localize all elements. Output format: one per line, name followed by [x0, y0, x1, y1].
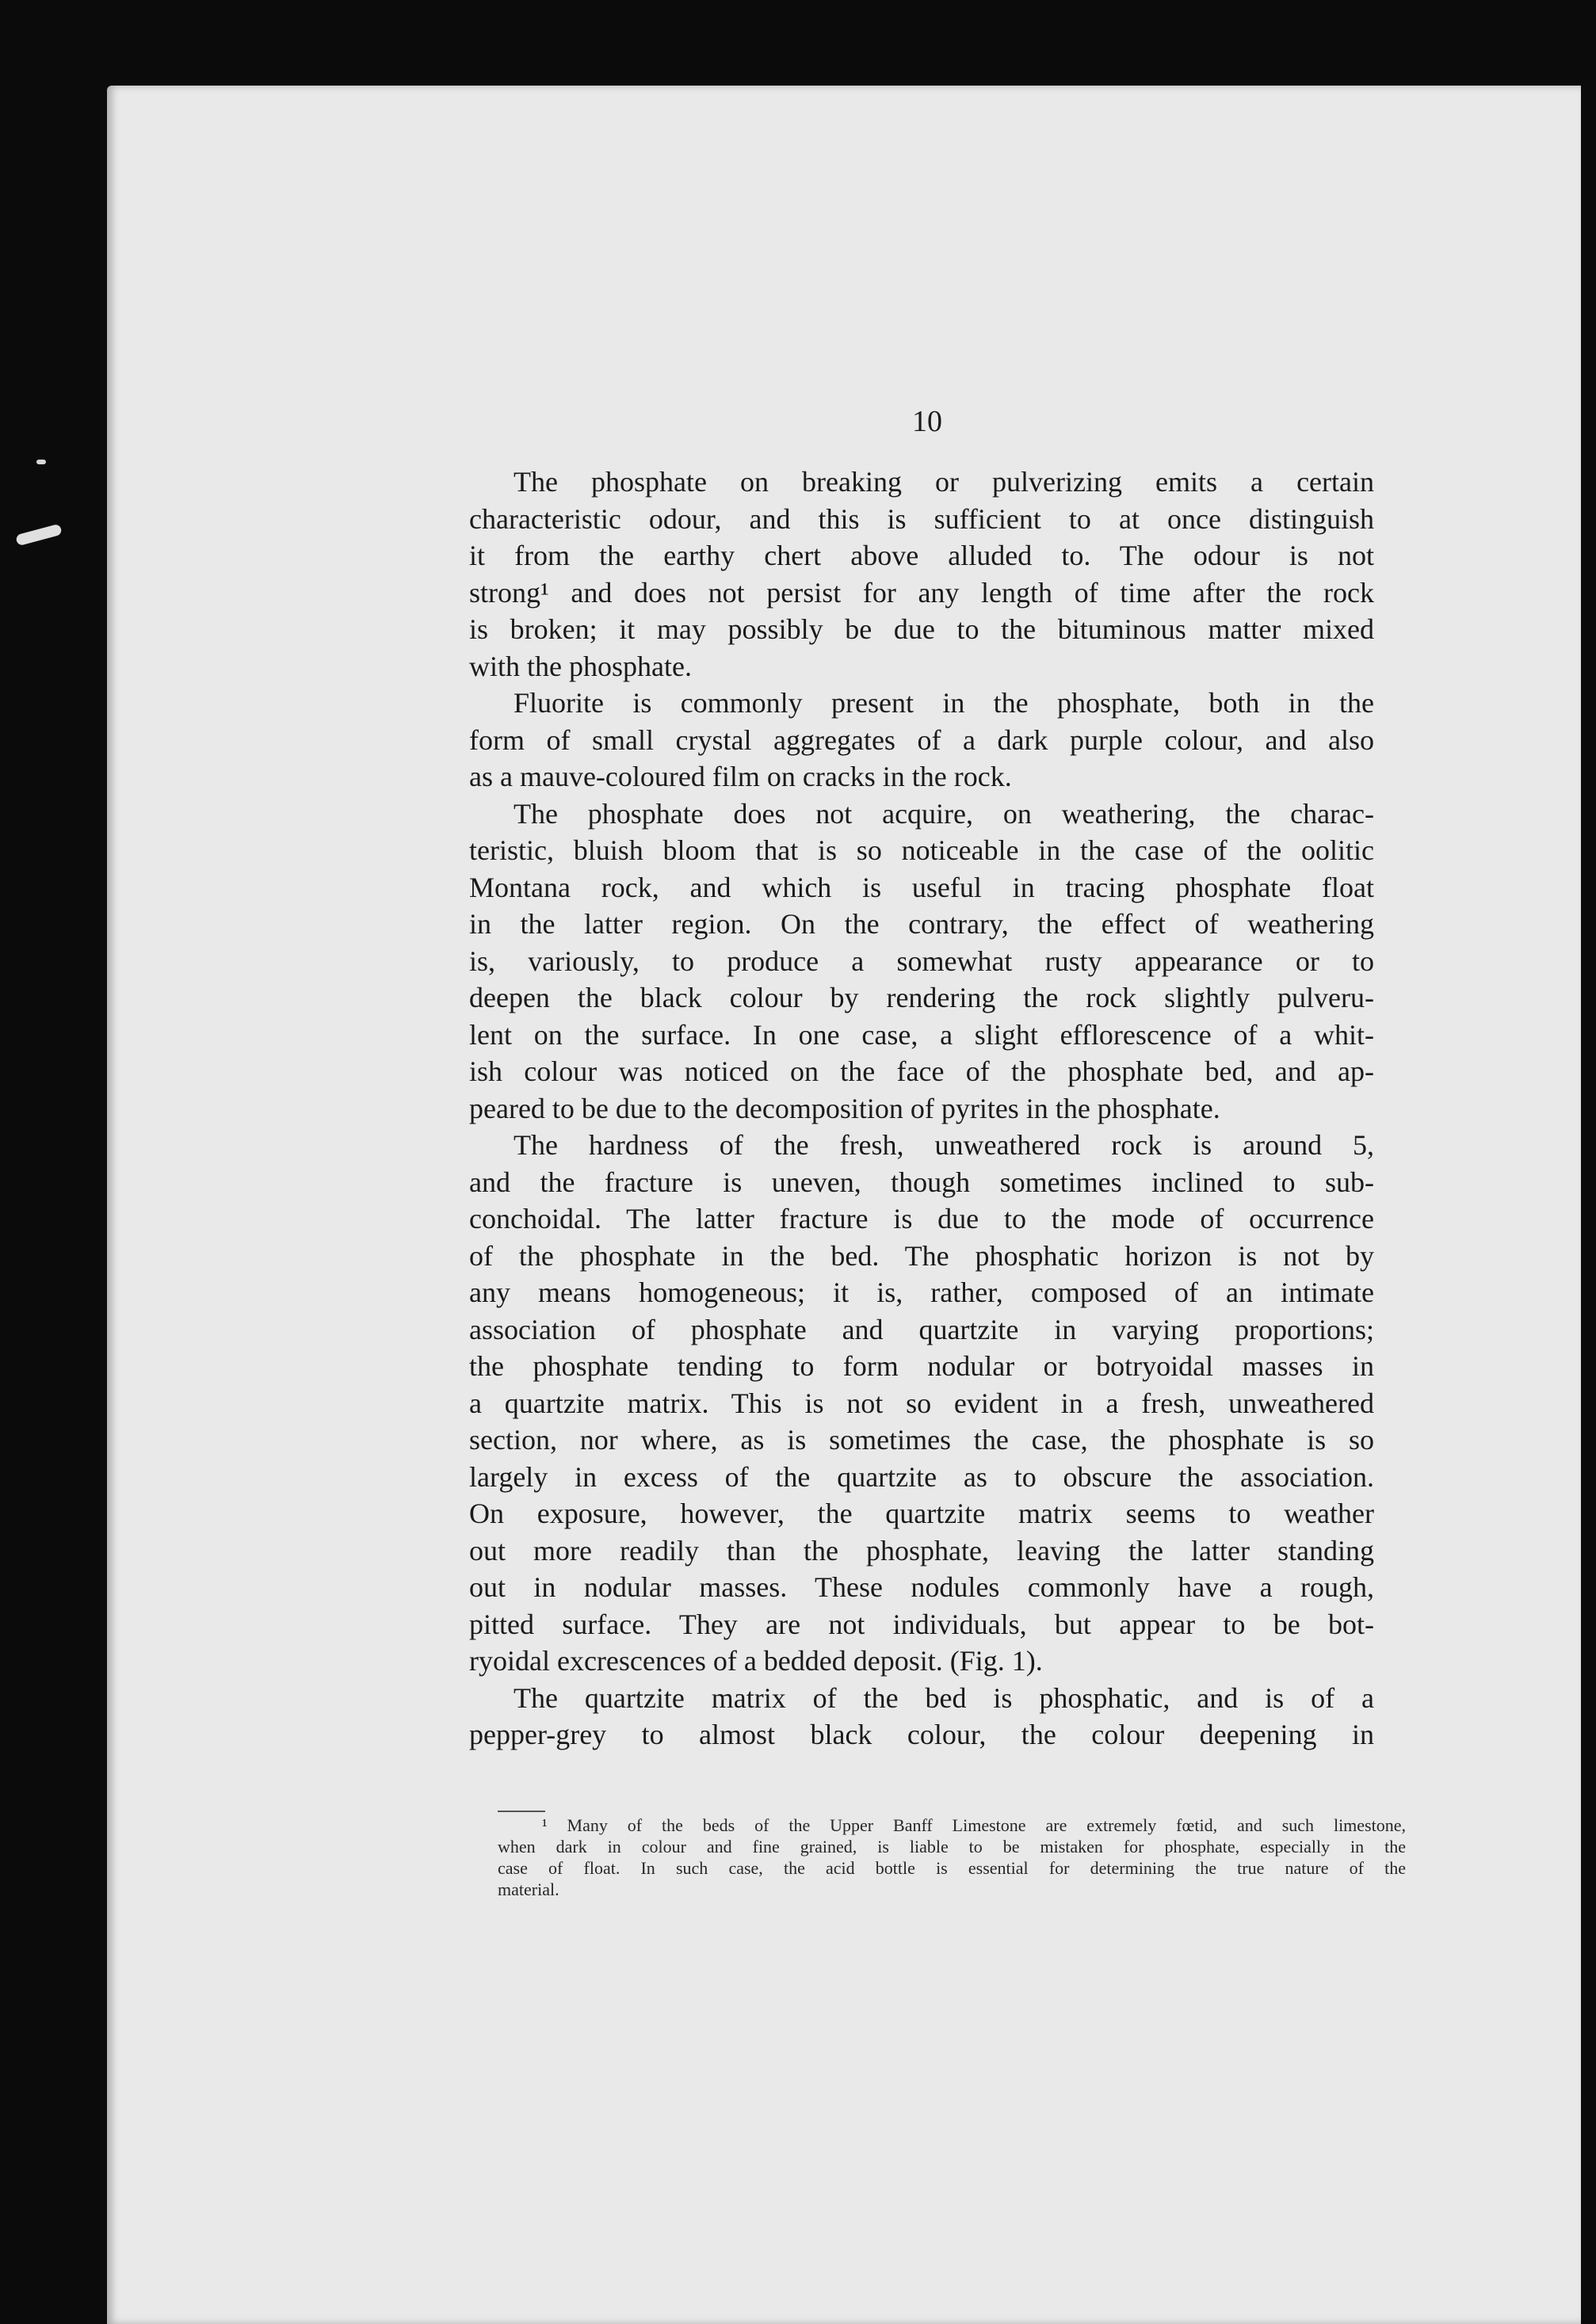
text-line: and the fracture is uneven, though sometimes inclined to sub-	[469, 1166, 1374, 1198]
text-line: in the latter region. On the contrary, the effect of weathering	[469, 908, 1374, 940]
text-line: any means homogeneous; it is, rather, composed of an intimate	[469, 1276, 1374, 1308]
text-line: form of small crystal aggregates of a dark purple colour, and also	[469, 723, 1374, 756]
text-line: largely in excess of the quartzite as to obscure the association.	[469, 1460, 1374, 1493]
text-line: with the phosphate.	[469, 650, 692, 682]
text-line: is, variously, to produce a somewhat rusty appearance or to	[469, 944, 1374, 977]
text-line: out more readily than the phosphate, leaving the latter standing	[469, 1534, 1374, 1567]
footnote-line: case of float. In such case, the acid bottle is essential for determining the true nature of the	[498, 1858, 1406, 1878]
text-line: the phosphate tending to form nodular or botryoidal masses in	[469, 1350, 1374, 1382]
text-line: Montana rock, and which is useful in tracing phosphate float	[469, 871, 1374, 903]
footnote	[498, 1815, 1406, 1900]
text-line: strong¹ and does not persist for any length of time after the rock	[469, 576, 1374, 609]
text-line: peared to be due to the decomposition of pyrites in the phosphate.	[469, 1092, 1220, 1124]
footnote-rule	[498, 1811, 545, 1812]
text-line: deepen the black colour by rendering the rock slightly pulveru-	[469, 982, 1374, 1013]
text-line: pepper-grey to almost black colour, the colour deepening in	[469, 1719, 1374, 1750]
body-text	[469, 464, 1374, 1753]
text-line: The hardness of the fresh, unweathered rock is around 5,	[514, 1129, 1374, 1161]
text-line: The quartzite matrix of the bed is phosphatic, and is of a	[514, 1681, 1374, 1714]
footnote-line: when dark in colour and fine grained, is liable to be mistaken for phosphate, especially in the	[498, 1837, 1406, 1857]
text-line: Fluorite is commonly present in the phosphate, both in the	[514, 687, 1374, 719]
text-line: section, nor where, as is sometimes the case, the phosphate is so	[469, 1424, 1374, 1456]
footnote-line: ¹ Many of the beds of the Upper Banff Limestone are extremely fœtid, and such limestone,	[542, 1815, 1406, 1835]
text-line: conchoidal. The latter fracture is due to the mode of occurrence	[469, 1203, 1374, 1235]
footnote-line: material.	[498, 1879, 559, 1899]
text-line: of the phosphate in the bed. The phosphatic horizon is not by	[469, 1239, 1374, 1272]
text-line: pitted surface. They are not individuals, but appear to be bot-	[469, 1608, 1374, 1640]
scan-speck	[15, 524, 63, 547]
text-line: is broken; it may possibly be due to the bituminous matter mixed	[469, 613, 1374, 645]
text-line: association of phosphate and quartzite in varying proportions;	[469, 1313, 1374, 1345]
text-line: ish colour was noticed on the face of the phosphate bed, and ap-	[469, 1055, 1374, 1087]
text-line: as a mauve-coloured film on cracks in the rock.	[469, 761, 1012, 792]
text-line: The phosphate does not acquire, on weathering, the charac-	[514, 797, 1374, 830]
text-line: teristic, bluish bloom that is so noticeable in the case of the oolitic	[469, 834, 1374, 866]
page-number: 10	[912, 405, 942, 438]
text-line: characteristic odour, and this is sufficient to at once distinguish	[469, 502, 1374, 535]
text-line: lent on the surface. In one case, a slight efflorescence of a whit-	[469, 1018, 1374, 1051]
text-line: The phosphate on breaking or pulverizing emits a certain	[514, 466, 1374, 498]
text-line: ryoidal excrescences of a bedded deposit. (Fig. 1).	[469, 1645, 1043, 1677]
text-line: On exposure, however, the quartzite matrix seems to weather	[469, 1498, 1374, 1529]
scan-speck	[36, 460, 46, 464]
text-line: it from the earthy chert above alluded to. The odour is not	[469, 540, 1374, 571]
text-line: out in nodular masses. These nodules commonly have a rough,	[469, 1571, 1374, 1603]
text-line: a quartzite matrix. This is not so evident in a fresh, unweathered	[469, 1387, 1374, 1419]
